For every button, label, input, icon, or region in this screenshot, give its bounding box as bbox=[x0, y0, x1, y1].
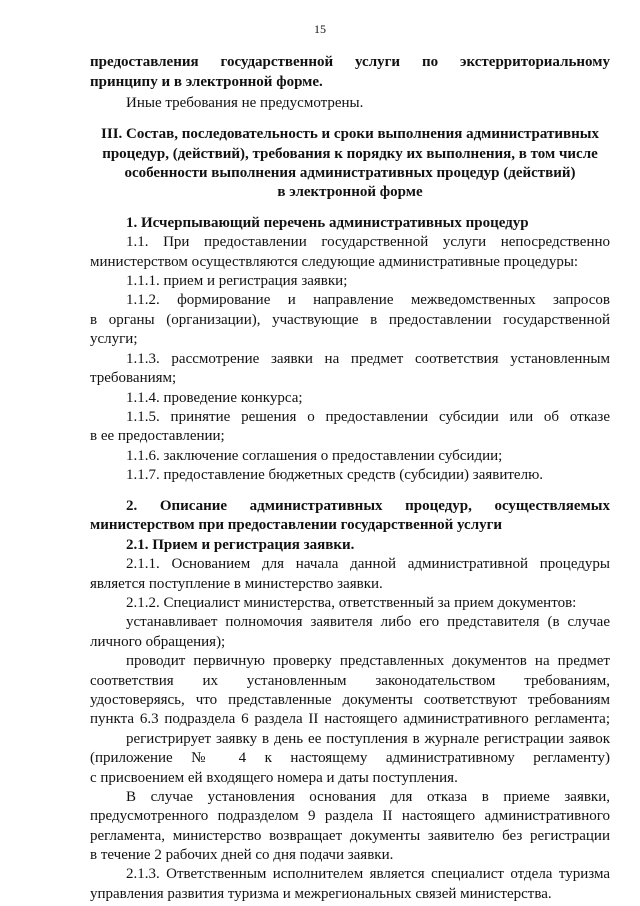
text-line: проводит первичную проверку представленных документов на предмет bbox=[126, 653, 610, 669]
text-line: услуги; bbox=[90, 331, 138, 347]
text-line: устанавливает полномочия заявителя либо его представителя (в случае bbox=[126, 614, 610, 630]
text-line: с присвоением ей входящего номера и даты поступления. bbox=[90, 770, 458, 786]
text-line: является поступление в министерство заявки. bbox=[90, 576, 383, 592]
list-item: 1.1.3. рассмотрение заявки на предмет соответствия установленным bbox=[126, 351, 610, 367]
text-line: В случае установления основания для отказа в приеме заявки, bbox=[126, 789, 610, 805]
text-line: управления развития туризма и межрегиональных связей министерства. bbox=[90, 886, 552, 902]
list-item: 1.1.7. предоставление бюджетных средств (субсидии) заявителю. bbox=[126, 467, 544, 483]
text-line: Иные требования не предусмотрены. bbox=[126, 95, 364, 111]
list-item: 1.1.5. принятие решения о предоставлении субсидии или об отказе bbox=[126, 409, 610, 425]
text-line: 2.1.3. Ответственным исполнителем является специалист отдела туризма bbox=[126, 866, 610, 882]
text-line: министерством осуществляются следующие административные процедуры: bbox=[90, 254, 579, 270]
text-line: (приложение № 4 к настоящему административному регламенту) bbox=[90, 750, 610, 766]
text-line: в ее предоставлении; bbox=[90, 428, 225, 444]
text-line: личного обращения); bbox=[90, 634, 226, 650]
text-line: удостоверяясь, что представленные документы соответствуют требованиям bbox=[90, 692, 610, 708]
text-line: требованиям; bbox=[90, 370, 177, 386]
page-number: 15 bbox=[314, 22, 326, 36]
subsection-heading: 2. Описание административных процедур, осуществляемых bbox=[126, 498, 610, 514]
list-item: 1.1.1. прием и регистрация заявки; bbox=[126, 273, 348, 289]
text-line: в течение 2 рабочих дней со дня подачи заявки. bbox=[90, 847, 394, 863]
text-line: 2.1.1. Основанием для начала данной административной процедуры bbox=[126, 556, 610, 572]
section-heading: процедур, (действий), требования к порядку их выполнения, в том числе bbox=[102, 146, 598, 162]
subsection-heading: министерством при предоставлении государственной услуги bbox=[90, 517, 503, 533]
subsection-heading: 1. Исчерпывающий перечень административных процедур bbox=[126, 215, 529, 231]
text-line: принципу и в электронной форме. bbox=[90, 74, 323, 90]
text-line: регламента, министерство возвращает документы заявителю без регистрации bbox=[90, 828, 610, 844]
list-item: 1.1.4. проведение конкурса; bbox=[126, 390, 303, 406]
section-heading: III. Состав, последовательность и сроки выполнения административных bbox=[101, 126, 599, 142]
text-line: пункта 6.3 подраздела 6 раздела II настоящего административного регламента; bbox=[90, 711, 610, 727]
text-line: 1.1. При предоставлении государственной услуги непосредственно bbox=[126, 234, 610, 250]
text-line: регистрирует заявку в день ее поступления в журнале регистрации заявок bbox=[126, 731, 610, 747]
section-heading: особенности выполнения административных процедур (действий) bbox=[124, 165, 576, 181]
subsection-heading: 2.1. Прием и регистрация заявки. bbox=[126, 537, 355, 553]
text-line: предоставления государственной услуги по экстерриториальному bbox=[90, 54, 610, 70]
text-line: в органы (организации), участвующие в предоставлении государственной bbox=[90, 312, 610, 328]
list-item: 1.1.6. заключение соглашения о предоставлении субсидии; bbox=[126, 448, 503, 464]
section-heading: в электронной форме bbox=[277, 184, 423, 200]
list-item: 1.1.2. формирование и направление межведомственных запросов bbox=[126, 292, 610, 308]
text-line: 2.1.2. Специалист министерства, ответственный за прием документов: bbox=[126, 595, 577, 611]
text-line: соответствия их установленным законодательством требованиям, bbox=[90, 673, 610, 689]
text-line: предусмотренного подразделом 9 раздела II настоящего административного bbox=[90, 808, 610, 824]
